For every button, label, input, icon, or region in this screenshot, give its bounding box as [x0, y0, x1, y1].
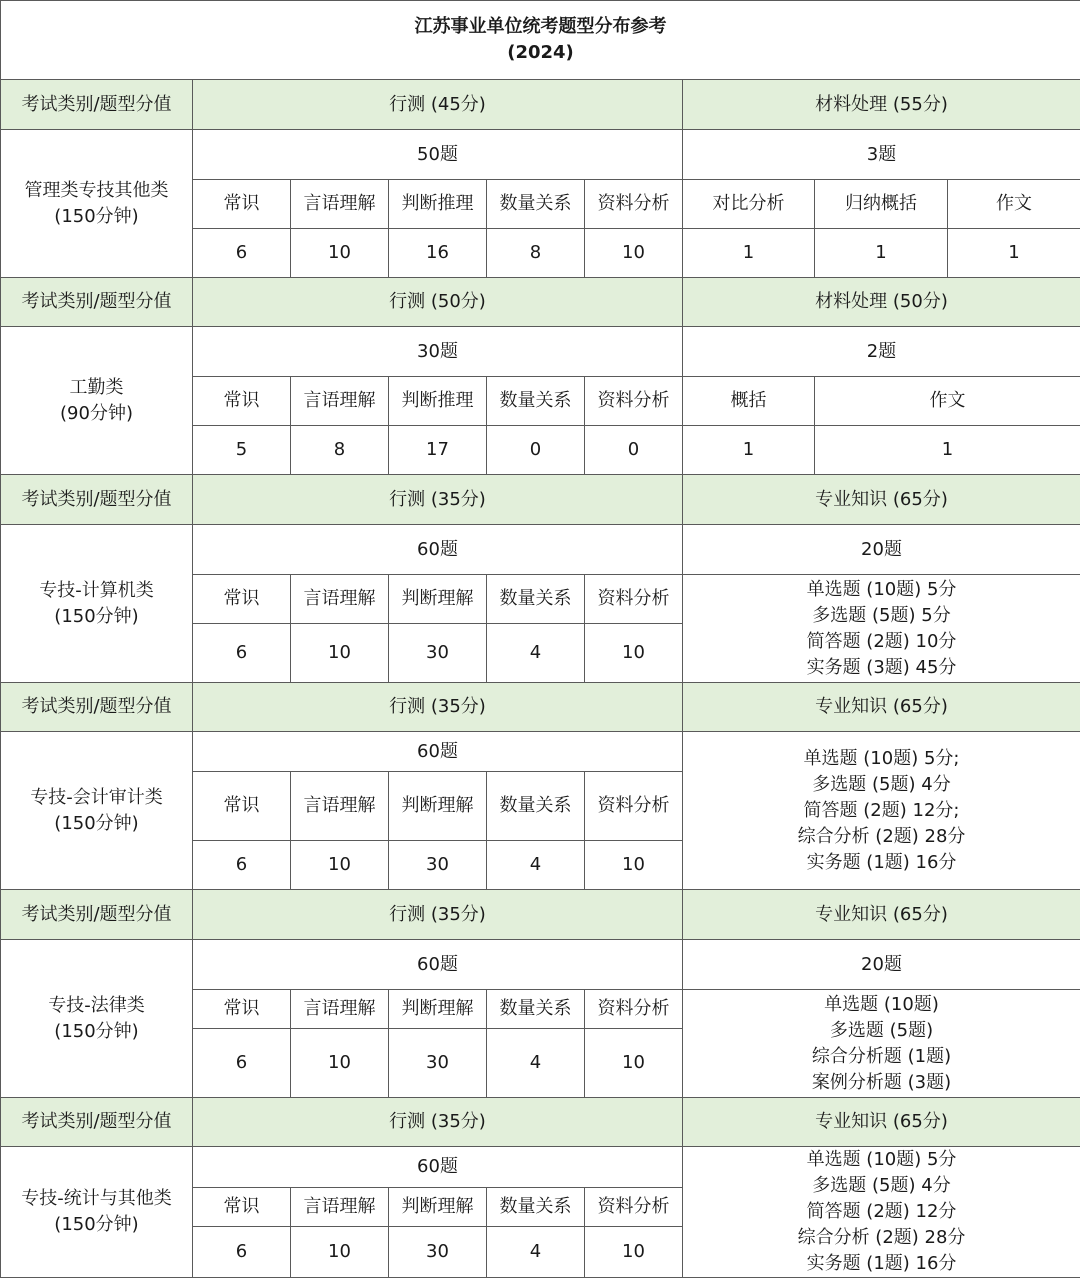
subject-label: 资料分析	[585, 1187, 683, 1226]
question-value: 1	[683, 426, 815, 475]
question-value: 10	[291, 1226, 389, 1277]
question-value: 10	[291, 1029, 389, 1098]
score-item: 实务题 (1题) 16分	[683, 850, 1080, 876]
subject-label: 判断理解	[389, 772, 487, 841]
question-value: 6	[193, 229, 291, 278]
part-b-title: 专业知识 (65分)	[683, 890, 1080, 940]
question-count: 3题	[683, 130, 1080, 180]
part-b-title: 专业知识 (65分)	[683, 683, 1080, 732]
question-value: 1	[815, 426, 1080, 475]
category-name: 专技-计算机类	[1, 578, 192, 604]
subject-label: 言语理解	[291, 377, 389, 426]
header-label: 考试类别/题型分值	[1, 683, 193, 732]
subject-label: 判断推理	[389, 180, 487, 229]
subject-label: 数量关系	[487, 180, 585, 229]
score-item: 综合分析 (2题) 28分	[683, 824, 1080, 850]
exam-category	[1, 732, 193, 890]
question-value: 1	[683, 229, 815, 278]
part-a-title: 行测 (50分)	[193, 278, 683, 327]
part-b-title: 专业知识 (65分)	[683, 475, 1080, 525]
question-value: 6	[193, 1226, 291, 1277]
question-value: 4	[487, 841, 585, 890]
subject-label: 常识	[193, 180, 291, 229]
question-count: 50题	[193, 130, 683, 180]
question-value: 8	[291, 426, 389, 475]
score-item: 实务题 (3题) 45分	[683, 655, 1080, 681]
score-item: 多选题 (5题) 4分	[683, 772, 1080, 798]
subject-label: 常识	[193, 377, 291, 426]
score-item: 单选题 (10题) 5分;	[683, 746, 1080, 772]
question-count: 60题	[193, 525, 683, 575]
score-item: 单选题 (10题) 5分	[683, 1147, 1080, 1173]
part-a-title: 行测 (35分)	[193, 1098, 683, 1147]
exam-category	[1, 940, 193, 1098]
part-b-title: 专业知识 (65分)	[683, 1098, 1080, 1147]
question-count: 20题	[683, 525, 1080, 575]
score-item: 简答题 (2题) 12分;	[683, 798, 1080, 824]
score-item: 单选题 (10题) 5分	[683, 577, 1080, 603]
question-value: 6	[193, 624, 291, 683]
question-value: 30	[389, 1029, 487, 1098]
question-value: 0	[585, 426, 683, 475]
question-value: 10	[585, 1226, 683, 1277]
subject-label: 资料分析	[585, 575, 683, 624]
subject-label: 数量关系	[487, 377, 585, 426]
category-duration: (150分钟)	[1, 1019, 192, 1045]
question-count: 60题	[193, 940, 683, 990]
title-text: 江苏事业单位统考题型分布参考	[1, 14, 1080, 40]
subject-label: 常识	[193, 1187, 291, 1226]
score-item: 多选题 (5题) 5分	[683, 603, 1080, 629]
subject-label: 常识	[193, 990, 291, 1029]
category-name: 管理类专技其他类	[1, 178, 192, 204]
subject-label: 概括	[683, 377, 815, 426]
subject-label: 常识	[193, 772, 291, 841]
part-a-title: 行测 (35分)	[193, 683, 683, 732]
score-item: 简答题 (2题) 12分	[683, 1199, 1080, 1225]
subject-label: 言语理解	[291, 1187, 389, 1226]
subject-label: 言语理解	[291, 772, 389, 841]
score-item: 多选题 (5题)	[683, 1018, 1080, 1044]
question-count: 60题	[193, 732, 683, 772]
question-value: 10	[585, 229, 683, 278]
subject-label: 判断理解	[389, 575, 487, 624]
subject-label: 常识	[193, 575, 291, 624]
question-value: 10	[291, 624, 389, 683]
subject-label: 资料分析	[585, 377, 683, 426]
category-duration: (150分钟)	[1, 204, 192, 230]
question-value: 30	[389, 1226, 487, 1277]
score-breakdown	[683, 1147, 1080, 1278]
subject-label: 资料分析	[585, 772, 683, 841]
question-value: 6	[193, 841, 291, 890]
subject-label: 数量关系	[487, 575, 585, 624]
question-value: 0	[487, 426, 585, 475]
question-count: 30题	[193, 327, 683, 377]
subject-label: 作文	[948, 180, 1080, 229]
part-a-title: 行测 (45分)	[193, 80, 683, 130]
score-item: 综合分析 (2题) 28分	[683, 1225, 1080, 1251]
page-title	[1, 1, 1080, 80]
section-header-row	[1, 1098, 1080, 1147]
question-value: 4	[487, 624, 585, 683]
category-duration: (150分钟)	[1, 1212, 192, 1238]
question-count: 60题	[193, 1147, 683, 1188]
section-header-row	[1, 80, 1080, 130]
score-breakdown	[683, 732, 1080, 890]
subject-label: 判断理解	[389, 990, 487, 1029]
question-value: 10	[291, 841, 389, 890]
subject-label: 言语理解	[291, 575, 389, 624]
question-value: 1	[948, 229, 1080, 278]
part-b-title: 材料处理 (50分)	[683, 278, 1080, 327]
subject-label: 数量关系	[487, 1187, 585, 1226]
score-item: 综合分析题 (1题)	[683, 1044, 1080, 1070]
question-value: 10	[585, 1029, 683, 1098]
subject-label: 对比分析	[683, 180, 815, 229]
subject-label: 言语理解	[291, 990, 389, 1029]
subject-label: 判断推理	[389, 377, 487, 426]
question-value: 6	[193, 1029, 291, 1098]
category-duration: (150分钟)	[1, 811, 192, 837]
question-value: 8	[487, 229, 585, 278]
score-item: 简答题 (2题) 10分	[683, 629, 1080, 655]
header-label: 考试类别/题型分值	[1, 890, 193, 940]
question-value: 16	[389, 229, 487, 278]
exam-category	[1, 1147, 193, 1278]
question-value: 10	[291, 229, 389, 278]
question-value: 10	[585, 624, 683, 683]
question-value: 1	[815, 229, 948, 278]
score-breakdown	[683, 990, 1080, 1098]
subject-label: 归纳概括	[815, 180, 948, 229]
exam-category	[1, 525, 193, 683]
category-duration: (90分钟)	[1, 401, 192, 427]
question-value: 5	[193, 426, 291, 475]
title-year: (2024)	[1, 40, 1080, 66]
section-header-row	[1, 278, 1080, 327]
header-label: 考试类别/题型分值	[1, 80, 193, 130]
header-label: 考试类别/题型分值	[1, 278, 193, 327]
question-count: 20题	[683, 940, 1080, 990]
score-item: 单选题 (10题)	[683, 992, 1080, 1018]
question-value: 30	[389, 841, 487, 890]
category-name: 专技-法律类	[1, 993, 192, 1019]
subject-label: 数量关系	[487, 990, 585, 1029]
question-value: 4	[487, 1226, 585, 1277]
part-b-title: 材料处理 (55分)	[683, 80, 1080, 130]
score-item: 实务题 (1题) 16分	[683, 1251, 1080, 1277]
subject-label: 作文	[815, 377, 1080, 426]
subject-label: 数量关系	[487, 772, 585, 841]
question-value: 17	[389, 426, 487, 475]
part-a-title: 行测 (35分)	[193, 890, 683, 940]
subject-label: 判断理解	[389, 1187, 487, 1226]
header-label: 考试类别/题型分值	[1, 475, 193, 525]
section-header-row	[1, 890, 1080, 940]
category-name: 专技-统计与其他类	[1, 1186, 192, 1212]
question-value: 30	[389, 624, 487, 683]
subject-label: 资料分析	[585, 990, 683, 1029]
subject-label: 资料分析	[585, 180, 683, 229]
part-a-title: 行测 (35分)	[193, 475, 683, 525]
category-name: 专技-会计审计类	[1, 785, 192, 811]
question-count: 2题	[683, 327, 1080, 377]
subject-label: 言语理解	[291, 180, 389, 229]
header-label: 考试类别/题型分值	[1, 1098, 193, 1147]
score-breakdown	[683, 575, 1080, 683]
exam-category	[1, 327, 193, 475]
exam-category	[1, 130, 193, 278]
category-duration: (150分钟)	[1, 604, 192, 630]
score-item: 案例分析题 (3题)	[683, 1070, 1080, 1096]
section-header-row	[1, 683, 1080, 732]
category-name: 工勤类	[1, 375, 192, 401]
question-value: 10	[585, 841, 683, 890]
score-item: 多选题 (5题) 4分	[683, 1173, 1080, 1199]
question-value: 4	[487, 1029, 585, 1098]
section-header-row	[1, 475, 1080, 525]
